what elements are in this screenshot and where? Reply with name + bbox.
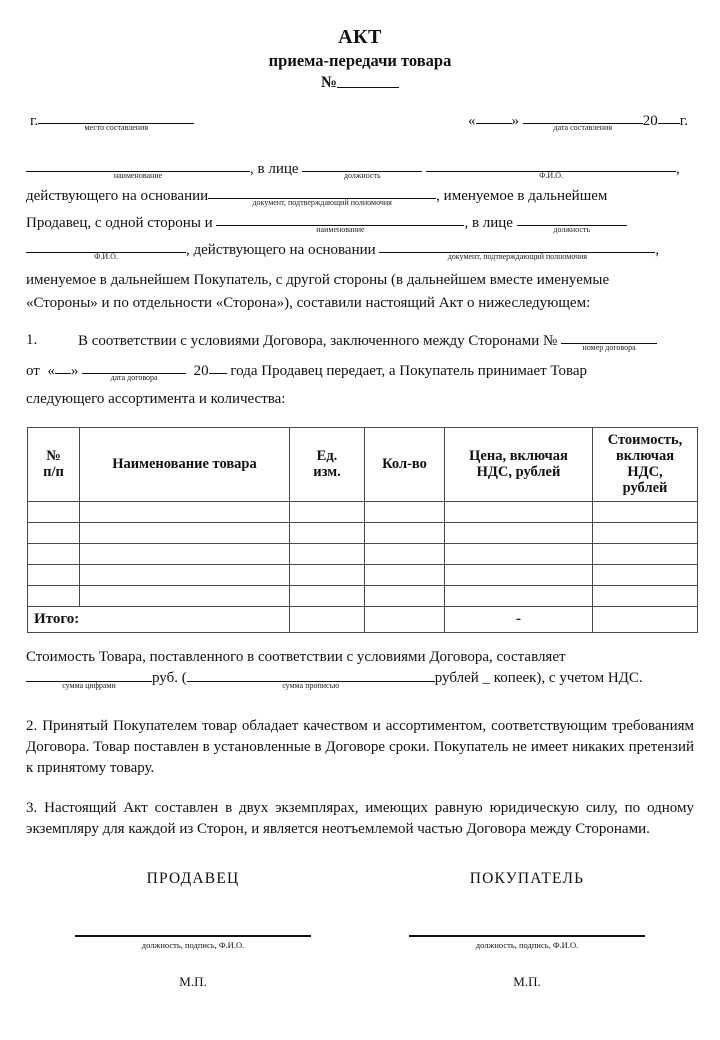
contract-number-input[interactable] (561, 331, 657, 353)
cell-quantity[interactable] (365, 585, 445, 606)
buyer-stamp-label: М.П. (513, 974, 541, 990)
cell-unit[interactable] (290, 522, 365, 543)
table-total-row (28, 606, 698, 632)
cell-unit[interactable] (290, 543, 365, 564)
table-row (28, 522, 698, 543)
cost-summary-block (26, 647, 694, 698)
clause-1-line-1 (26, 331, 694, 361)
document-number-field (26, 72, 694, 92)
col-header-name-line1: Наименование товара (112, 456, 257, 472)
col-header-index-line1: № (46, 447, 61, 464)
year-label: 20 (642, 112, 658, 129)
in-person-label-2: , в лице (464, 214, 513, 231)
col-header-cost-line1: Стоимость, (607, 431, 683, 448)
cell-price[interactable] (445, 543, 593, 564)
date-quote-open: « (468, 112, 476, 129)
seller-authority-row (26, 186, 694, 213)
seller-side-label: Продавец, с одной стороны и (26, 214, 213, 231)
cell-index[interactable] (28, 543, 80, 564)
cell-quantity[interactable] (365, 501, 445, 522)
clause-1-line-3 (26, 391, 694, 415)
clause-1-text-c: следующего ассортимента и количества: (26, 390, 286, 407)
total-cost-cell[interactable] (593, 606, 698, 632)
clause-1-text-b: года Продавец передает, а Покупатель принимает Товар (230, 362, 587, 379)
cell-price[interactable] (445, 522, 593, 543)
clause-1-number: 1. (26, 332, 38, 349)
cell-name[interactable] (80, 585, 290, 606)
cell-quantity[interactable] (365, 564, 445, 585)
city-label: г. (30, 112, 39, 129)
col-header-unit (290, 427, 365, 501)
contract-date-input[interactable] (82, 361, 186, 383)
day-blank[interactable] (476, 111, 512, 125)
cell-index[interactable] (28, 522, 80, 543)
cost-amount-row (26, 668, 694, 698)
buyer-clause-text (26, 269, 694, 315)
date-caption: дата составления (553, 123, 613, 133)
seller-fio-input[interactable] (426, 159, 676, 181)
clause-1-text-a: В соответствии с условиями Договора, заключенного между Сторонами № (78, 332, 558, 349)
col-header-quantity-line1: Кол-во (382, 456, 427, 472)
clause-2: 2. Принятый Покупателем товар обладает качеством и ассортиментом, соответствующим требованиям Договора. Товар поставлен в установленные в Договоре сроки. Покупатель не имеет никаких претензий к принятому товару. (26, 717, 694, 777)
cell-index[interactable] (28, 585, 80, 606)
rub-label: руб. ( (152, 669, 187, 686)
cell-cost[interactable] (593, 585, 698, 606)
seller-signature-column (26, 870, 360, 990)
seller-signature-line[interactable] (75, 935, 311, 937)
contract-quote-open: « (47, 362, 55, 379)
acting-basis-label-2: , действующего на основании (186, 241, 376, 258)
table-row (28, 564, 698, 585)
col-header-unit-line2: изм. (313, 464, 341, 481)
year-blank[interactable] (658, 111, 680, 125)
table-row (28, 543, 698, 564)
col-header-quantity (365, 427, 445, 501)
acting-basis-label-1: действующего на основании (26, 187, 209, 204)
buyer-signature-title: ПОКУПАТЕЛЬ (469, 870, 585, 888)
col-header-name (80, 427, 290, 501)
city-field (26, 111, 194, 133)
buyer-authority-input[interactable] (379, 240, 655, 262)
seller-authority-caption: документ, подтверждающий полномочия (252, 198, 392, 208)
date-quote-close: » (511, 112, 520, 129)
buyer-name-input[interactable] (216, 213, 464, 235)
seller-name-input[interactable] (26, 159, 250, 181)
buyer-signature-line[interactable] (409, 935, 645, 937)
contract-year-label: 20 (193, 362, 209, 379)
buyer-position-caption: должность (553, 225, 591, 235)
comma-2: , (655, 241, 660, 258)
seller-authority-input[interactable] (208, 186, 436, 208)
buyer-signature-column (360, 870, 694, 990)
document-number-label: № (320, 74, 338, 92)
cell-cost[interactable] (593, 501, 698, 522)
hereinafter-label-1: , именуемое в дальнейшем (436, 187, 608, 204)
total-unit-cell[interactable] (290, 606, 365, 632)
comma-1: , (676, 160, 680, 177)
seller-stamp-label: М.П. (179, 974, 207, 990)
cell-name[interactable] (80, 564, 290, 585)
clause-1-line-2 (26, 361, 694, 391)
city-input[interactable] (38, 111, 194, 133)
amount-words-input[interactable] (187, 668, 435, 690)
total-label-cell: Итого: (28, 606, 290, 632)
document-subtitle: приема-передачи товара (268, 51, 452, 70)
contract-date-caption: дата договора (110, 373, 158, 383)
amount-digits-input[interactable] (26, 668, 152, 690)
seller-signature-caption: должность, подпись, Ф.И.О. (141, 940, 245, 951)
signature-block (26, 870, 694, 990)
table-row (28, 585, 698, 606)
col-header-price-line2: НДС, рублей (476, 464, 561, 481)
from-label: от (26, 362, 40, 379)
goods-table-body (28, 501, 698, 606)
cell-quantity[interactable] (365, 522, 445, 543)
buyer-position-input[interactable] (517, 213, 627, 235)
seller-fio-caption: Ф.И.О. (539, 171, 563, 181)
cell-name[interactable] (80, 522, 290, 543)
seller-name-caption: наименование (113, 171, 163, 181)
page-title: АКТ (338, 26, 382, 48)
buyer-clause-line-2: «Стороны» и по отдельности «Сторона»), составили настоящий Акт о нижеследующем: (26, 294, 591, 311)
goods-table-head (28, 427, 698, 501)
cell-price[interactable] (445, 564, 593, 585)
col-header-cost-line4: рублей (622, 480, 668, 497)
total-quantity-cell[interactable] (365, 606, 445, 632)
cell-name[interactable] (80, 543, 290, 564)
in-person-label-1: , в лице (250, 160, 299, 177)
city-caption: место составления (84, 123, 149, 133)
seller-position-input[interactable] (302, 159, 422, 181)
col-header-price-line1: Цена, включая (469, 447, 568, 464)
seller-identity-row (26, 159, 694, 186)
cell-cost[interactable] (593, 564, 698, 585)
cell-unit[interactable] (290, 585, 365, 606)
buyer-name-caption: наименование (316, 225, 365, 235)
col-header-cost-line3: НДС, (627, 464, 663, 481)
total-price-cell: - (445, 606, 593, 632)
contract-quote-close: » (70, 362, 79, 379)
date-field (468, 111, 694, 133)
buyer-authority-row (26, 240, 694, 267)
seller-signature-title: ПРОДАВЕЦ (146, 870, 240, 888)
year-suffix: г. (679, 112, 688, 129)
clause-3: 3. Настоящий Акт составлен в двух экземплярах, имеющих равную юридическую силу, по одному экземпляру для каждой из Сторон, и является неотъемлемой частью Договора между Сторонами. (26, 799, 694, 838)
cell-unit[interactable] (290, 501, 365, 522)
amount-words-caption: сумма прописью (282, 680, 340, 690)
seller-position-caption: должность (343, 171, 381, 181)
cell-price[interactable] (445, 501, 593, 522)
cell-cost[interactable] (593, 543, 698, 564)
contract-day-blank[interactable] (55, 361, 71, 375)
col-header-cost-line2: включая (615, 447, 675, 464)
cost-sentence: Стоимость Товара, поставленного в соответствии с условиями Договора, составляет (26, 648, 566, 665)
table-row (28, 501, 698, 522)
document-title-block (26, 26, 694, 93)
cell-price[interactable] (445, 585, 593, 606)
buyer-authority-caption: документ, подтверждающий полномочия (447, 252, 588, 262)
cell-unit[interactable] (290, 564, 365, 585)
amount-digits-caption: сумма цифрами (62, 680, 116, 690)
month-input[interactable] (523, 111, 643, 133)
col-header-cost (593, 427, 698, 501)
cell-index[interactable] (28, 501, 80, 522)
contract-year-blank[interactable] (209, 361, 227, 375)
goods-table-header-row (28, 427, 698, 501)
goods-table-foot (28, 606, 698, 632)
document-number-blank[interactable] (337, 72, 399, 87)
header-row (26, 111, 694, 145)
clause-1 (26, 331, 694, 415)
col-header-index-line2: п/п (43, 464, 64, 481)
goods-table (27, 427, 698, 633)
cell-name[interactable] (80, 501, 290, 522)
cost-tail: рублей _ копеек), с учетом НДС. (434, 669, 643, 686)
buyer-clause-line-1: именуемое в дальнейшем Покупатель, с другой стороны (в дальнейшем вместе именуемые (26, 271, 610, 288)
col-header-price (445, 427, 593, 501)
buyer-identity-row (26, 213, 694, 240)
col-header-unit-line1: Ед. (316, 447, 338, 464)
buyer-signature-caption: должность, подпись, Ф.И.О. (475, 940, 579, 951)
contract-number-caption: номер договора (582, 343, 636, 353)
cell-cost[interactable] (593, 522, 698, 543)
col-header-index (28, 427, 80, 501)
buyer-fio-caption: Ф.И.О. (94, 252, 118, 262)
cell-index[interactable] (28, 564, 80, 585)
cell-quantity[interactable] (365, 543, 445, 564)
buyer-fio-input[interactable] (26, 240, 186, 262)
